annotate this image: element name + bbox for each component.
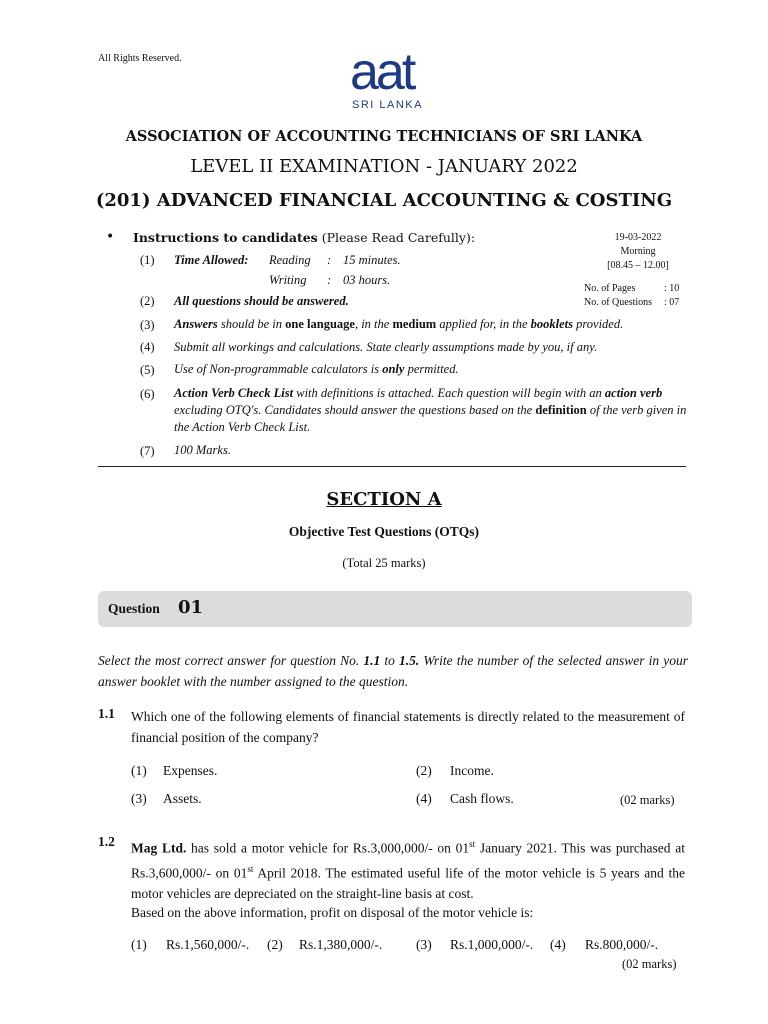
option-text: Rs.800,000/-.: [585, 937, 659, 952]
association-title: ASSOCIATION OF ACCOUNTING TECHNICIANS OF SRI LANKA: [125, 128, 643, 145]
pages-value: : 10: [664, 283, 680, 294]
sub-question-stem: Based on the above information, profit on disposal of the motor vehicle is:: [131, 905, 534, 920]
instruction-text: Use of Non-programmable calculators is only permitted.: [174, 362, 459, 376]
pages-label: No. of Pages: [584, 283, 636, 294]
option-number: (3): [131, 791, 147, 806]
logo-subtext: SRI LANKA: [352, 99, 423, 111]
instruction-text: Submit all workings and calculations. State clearly assumptions made by you, if any.: [174, 340, 598, 354]
option-text: Expenses.: [163, 763, 218, 778]
sub-question-text: Mag Ltd. has sold a motor vehicle for Rs.3,000,000/- on 01st January 2021. This was purchased at Rs.3,600,000/- on 01st April 2018. The estimated useful life of the motor vehicle is 5 years and the motor vehicles are depreciated on the straight-line basis at cost.: [131, 839, 686, 901]
option-text: Rs.1,380,000/-.: [299, 937, 383, 952]
section-subtitle: Objective Test Questions (OTQs): [288, 524, 480, 539]
sub-question-number: 1.2: [98, 834, 115, 849]
sub-question-text: Which one of the following elements of financial statements is directly related to the measurement of financial position of the company?: [131, 709, 685, 745]
option-number: (2): [267, 937, 283, 952]
questions-label: No. of Questions: [584, 297, 653, 308]
section-total-marks: (Total 25 marks): [342, 556, 426, 570]
option-number: (1): [131, 763, 147, 778]
reading-label: Reading: [269, 253, 311, 267]
instruction-number: (4): [140, 340, 155, 354]
question-number: 01: [178, 597, 204, 618]
reading-separator: :: [327, 253, 332, 267]
instruction-text: Answers should be in one language, in the medium applied for, in the booklets provided.: [174, 317, 624, 331]
instruction-number: (5): [140, 363, 155, 377]
option-number: (2): [416, 763, 432, 778]
option-text: Rs.1,000,000/-.: [450, 937, 534, 952]
exam-level-title: LEVEL II EXAMINATION - JANUARY 2022: [190, 156, 578, 177]
instruction-number: (2): [140, 294, 155, 308]
marks-label: (02 marks): [622, 957, 677, 971]
exam-date-block: [582, 231, 694, 273]
section-title: SECTION A: [326, 489, 442, 510]
instruction-number: (7): [140, 444, 155, 458]
rights-notice: All Rights Reserved.: [98, 53, 182, 64]
paper-title: (201) ADVANCED FINANCIAL ACCOUNTING & COSTING: [95, 190, 673, 211]
time-allowed-label: Time Allowed:: [174, 253, 249, 267]
instruction-text: All questions should be answered.: [174, 294, 349, 308]
question-header-bar: [98, 591, 692, 627]
option-text: Cash flows.: [450, 791, 514, 806]
instruction-number: (3): [140, 318, 155, 332]
exam-session: Morning: [620, 246, 656, 257]
option-number: (1): [131, 937, 147, 952]
instruction-text: Action Verb Check List with definitions is attached. Each question will begin with an action verb excluding OTQ's. Candidates should answer the questions based on the definition of the verb given in the Action Verb Check List.: [174, 386, 687, 434]
question-instructions: Select the most correct answer for question No. 1.1 to 1.5. Write the number of the selected answer in your answer booklet with the number assigned to the question.: [98, 653, 689, 689]
sub-question-number: 1.1: [98, 706, 115, 721]
question-label: Question: [108, 601, 160, 616]
option-text: Income.: [450, 763, 494, 778]
instructions-heading: Instructions to candidates (Please Read Carefully):: [133, 230, 476, 245]
writing-value: 03 hours.: [343, 273, 391, 287]
marks-label: (02 marks): [620, 793, 675, 807]
reading-value: 15 minutes.: [343, 253, 401, 267]
option-text: Assets.: [163, 791, 202, 806]
logo-text: aat: [350, 43, 414, 101]
option-number: (4): [416, 791, 432, 806]
bullet-icon: •: [106, 229, 115, 245]
option-text: Rs.1,560,000/-.: [166, 937, 250, 952]
writing-label: Writing: [269, 273, 307, 287]
divider: [98, 466, 686, 467]
aat-logo: [346, 43, 432, 118]
questions-value: : 07: [664, 297, 680, 308]
instruction-number: (6): [140, 387, 155, 401]
writing-separator: :: [327, 273, 332, 287]
exam-time: [08.45 – 12.00]: [607, 260, 669, 271]
exam-date: 19-03-2022: [614, 232, 662, 243]
option-number: (3): [416, 937, 432, 952]
instruction-text: 100 Marks.: [174, 443, 231, 457]
instruction-number: (1): [140, 253, 155, 267]
option-number: (4): [550, 937, 566, 952]
